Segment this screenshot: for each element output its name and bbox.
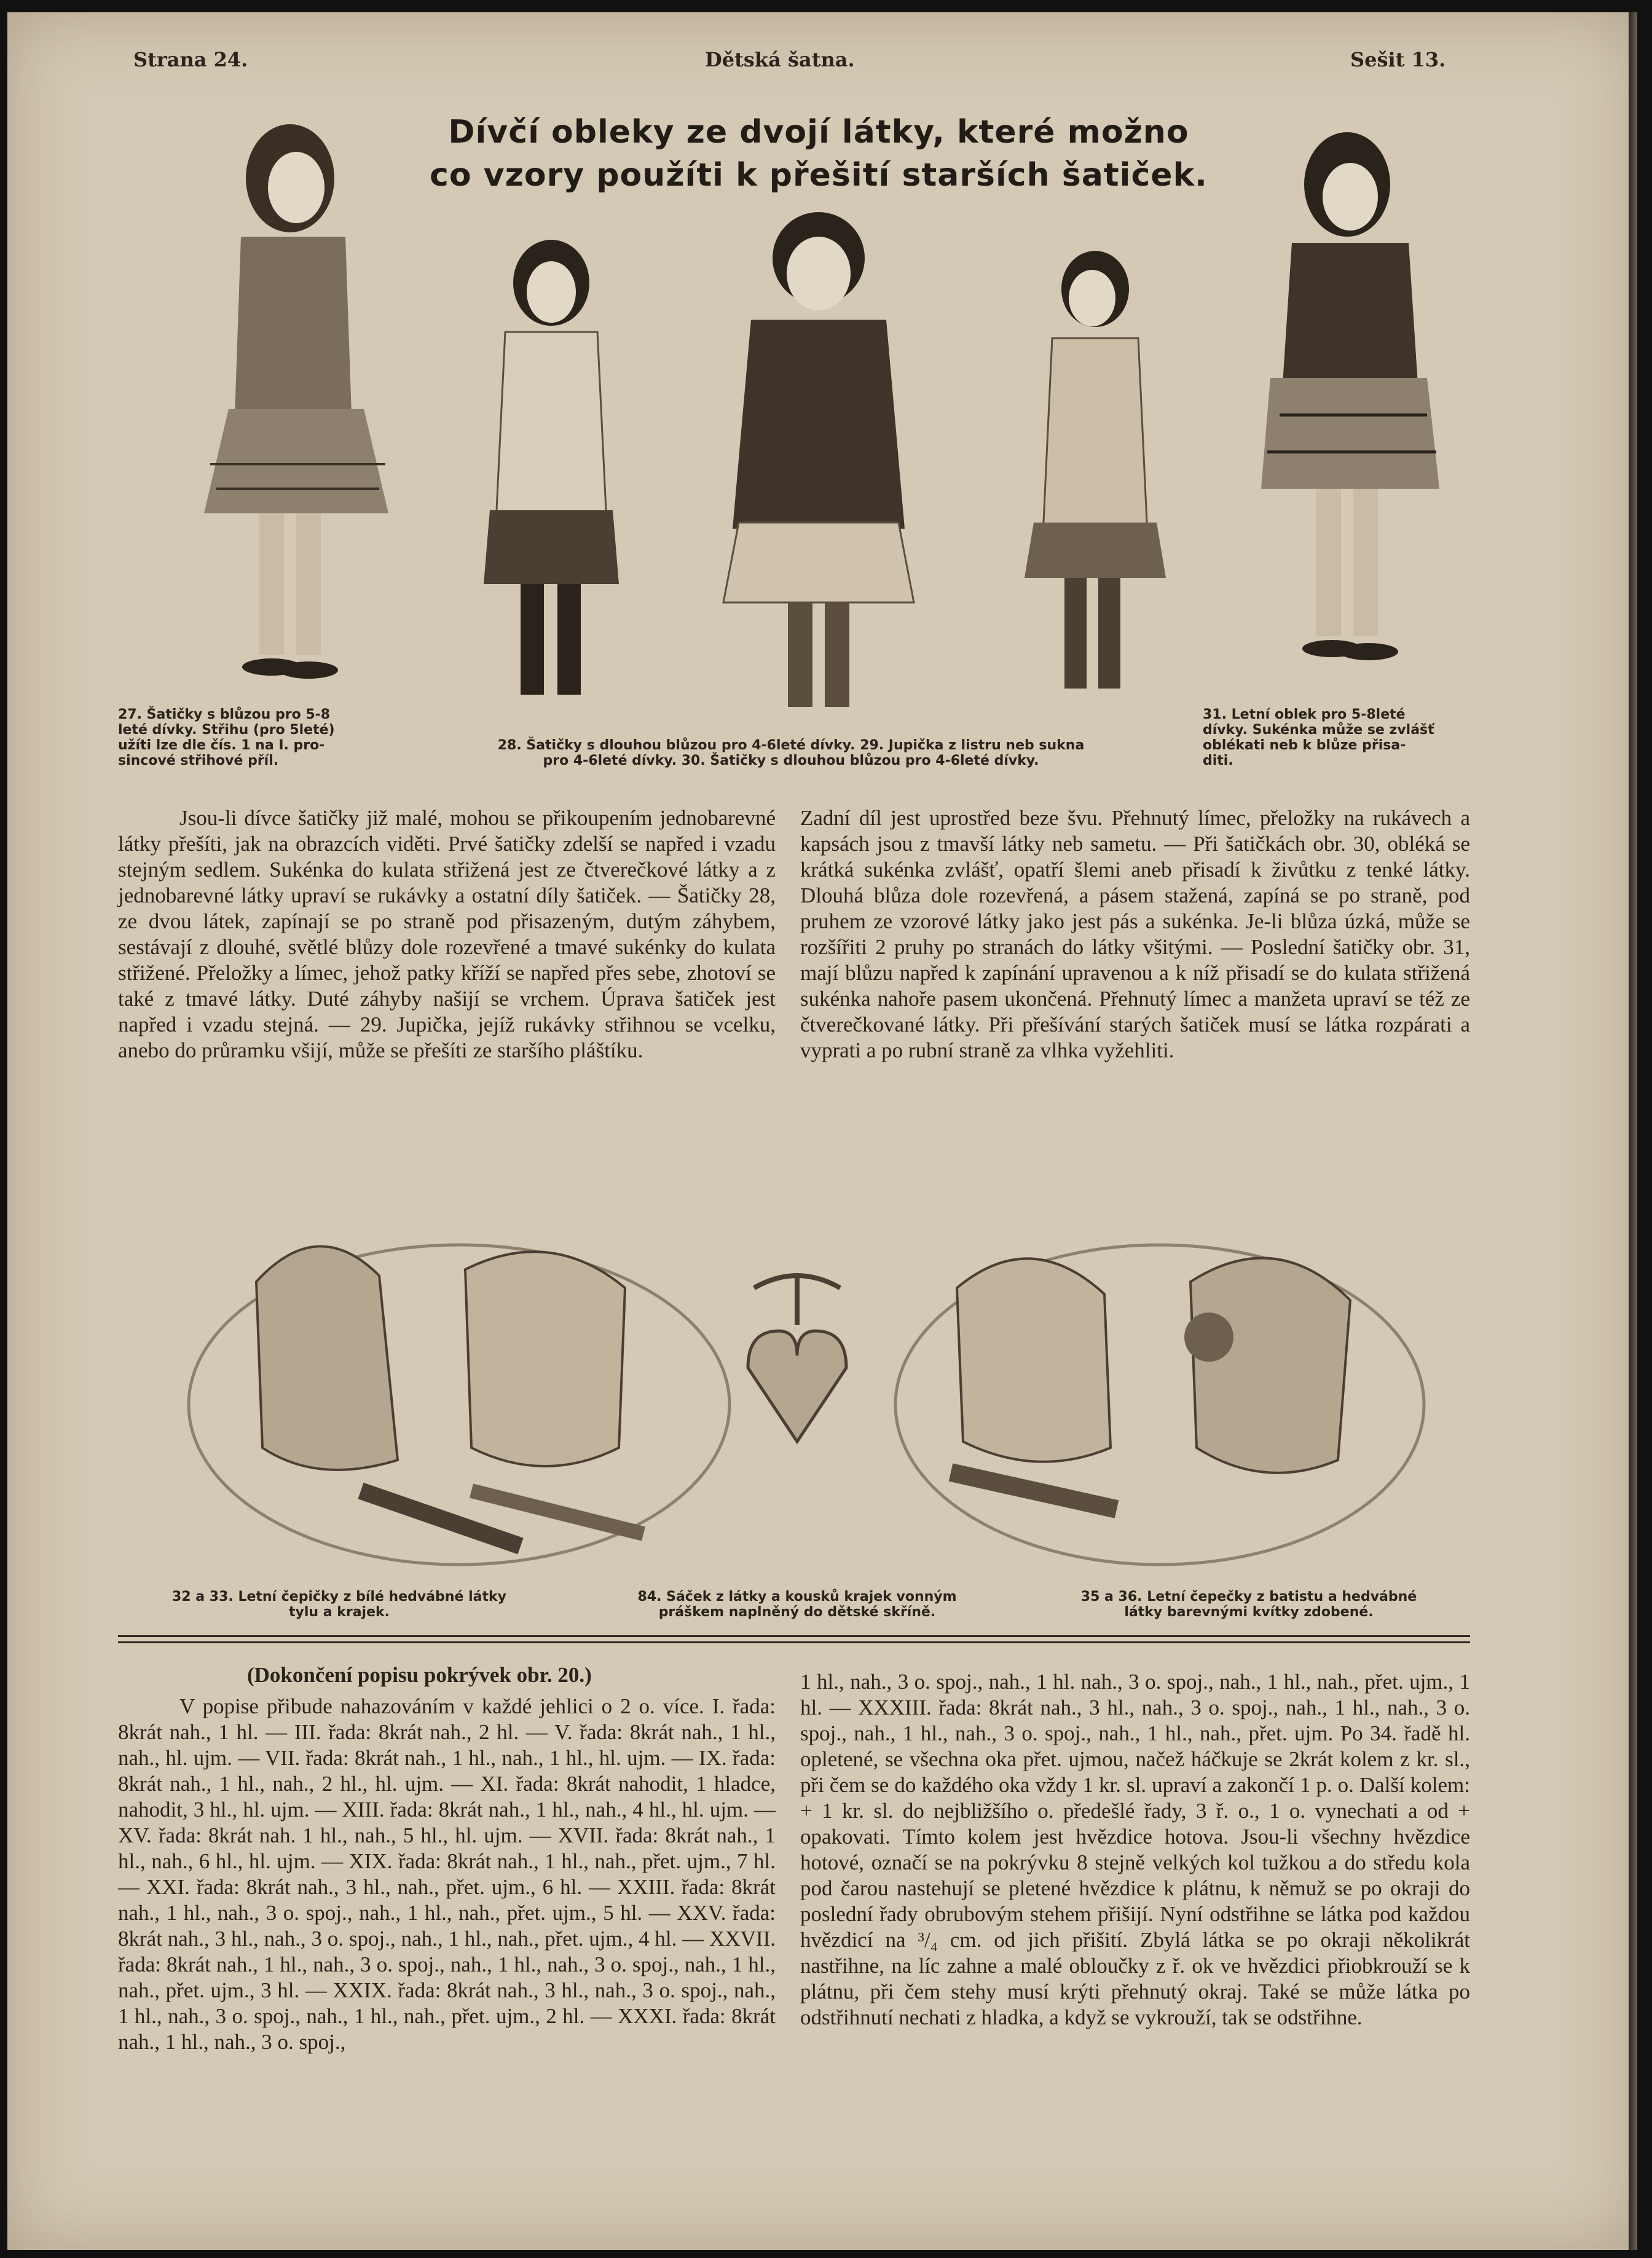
caption-27-line: užíti lze dle čís. 1 na I. pro- <box>118 738 325 753</box>
title-line-2: co vzory použíti k přešití starších šatiček. <box>430 157 1208 194</box>
illustration-sachet-34 <box>736 1263 859 1448</box>
caption-27-line: 27. Šatičky s blůzou pro 5-8 <box>118 707 331 722</box>
running-title: Dětská šatna. <box>705 48 855 71</box>
caption-31-line: dívky. Sukénka může se zvlášť <box>1203 722 1434 738</box>
illustration-girl-29 <box>702 209 935 719</box>
illustration-bonnets-35-36 <box>883 1202 1436 1571</box>
caption-31-line: diti. <box>1203 753 1233 768</box>
caption-31-line: 31. Letní oblek pro 5-8leté <box>1203 707 1406 722</box>
article-paragraph: Jsou-li dívce šatičky již malé, mohou se přikoupením jednobarevné látky přešíti, jak na obrazcích viděti. Prvé šatičky zdelší se napřed i vzadu stejným sedlem. Sukénka do kulata střižená jest ze čtverečkové látky a z jednobarevné látky upraví se rukávky a ostatní díly šatiček. — Šatičky 28, ze dvou látek, zapínají se po straně pod přisazeným, dutým záhybem, sestávají z dlouhé, světlé blůzy dole rozevřené a tmavé sukénky do kulata střižené. Přeložky a límec, jehož patky kříží se napřed přes sebe, zhotoví se také z tmavé látky. Duté záhyby našijí se vrchem. Úprava šatiček jest napřed i vzadu stejná. — 29. Jupička, jejíž rukávky střihnou se vcelku, anebo do průramku všijí, může se přešíti ze staršího pláštíku. <box>118 806 776 1062</box>
caption-27-line: leté dívky. Střihu (pro 5leté) <box>118 722 335 738</box>
section-subheading: (Dokončení popisu pokrývek obr. 20.) <box>247 1663 592 1687</box>
caption-34 <box>588 1589 1006 1620</box>
illustration-girl-27 <box>167 120 401 685</box>
instructions-paragraph: 1 hl., nah., 3 o. spoj., nah., 1 hl. nah., 3 o. spoj., nah., 1 hl., nah., přet. ujm., 1 hl. — XXXIII. řada: 8krát nah., 3 hl., nah., 3 o. spoj., nah., 1 hl., nah., 3 o. spoj., nah., 1 hl., nah., 3 o. spoj., nah., 1 hl., nah., přet. ujm. Po 34. řadě hl. opletené, se všechna oka přet. ujmou, načež háčkuje se 2krát kolem z kr. sl., při čem se do každého oka vždy 1 kr. sl. upraví a zakončí 1 p. o. Další kolem: + 1 kr. sl. do nejbližšího o. předešlé řady, 3 ř. o., 1 o. vynechati a od + opakovati. Tímto kolem jest hvězdice hotova. Jsou-li všechny hvězdice hotové, označí se na pokrývku 8 stejně velkých kol tužkou a do středu kola pod čarou nastehují se pletené hvězdice k plátnu, k němuž se po okraji do poslední řady obrubovým stehem přišijí. Nyní odstřihne se látka pod každou hvězdicí na ³/₄ cm. od jich přišití. Zbylá látka se po okraji několikrát nastřihne, na líc zahne a malé obloučky z ř. ok ve hvězdici přiobkrouží se k plátnu, při čem stehy musí krýti přehnutý okraj. Také se může látka po odstřihnutí nechati z hladka, a když se vykrouží, tak se odstřihne. <box>800 1670 1470 2029</box>
page-edge <box>1629 12 1637 2250</box>
caption-32-33-line: 32 a 33. Letní čepičky z bílé hedvábné látky <box>172 1589 506 1605</box>
caption-32-33-line: tylu a krajek. <box>288 1605 390 1620</box>
caption-27-line: sincové střihové příl. <box>118 753 279 768</box>
caption-28-30-line: 28. Šatičky s dlouhou blůzou pro 4-6leté dívky. 29. Jupička z listru neb sukna <box>497 738 1085 753</box>
illustration-girl-31 <box>1243 126 1446 667</box>
divider-rule <box>118 1635 1470 1637</box>
page-number: Strana 24. <box>133 48 248 71</box>
page-title <box>388 111 1249 197</box>
caption-27 <box>118 707 388 768</box>
article-paragraph: Zadní díl jest uprostřed beze švu. Přehnutý límec, přeložky na rukávech a kapsách jsou z tmavší látky neb sametu. — Při šatičkách obr. 30, obléká se krátká sukénka zvlášť, opatří šlemi aneb přisadí k živůtku z tenké látky. Dlouhá blůza dole rozevřená, a pásem stažená, zapíná se po straně, pod pruhem ze vzorové látky jako jest pás a sukénka. Je-li blůza úzká, může se rozšířiti 2 pruhy po stranách do látky všitými. — Poslední šatičky obr. 31, mají blůzu napřed k zapínání upravenou a k níž přisadí se do kulata střižená sukénka nahoře pasem ukončená. Přehnutý límec a manžeta upraví se též ze čtverečkované látky. Při přešívání starých šatiček musí se látka rozpárati a vyprati a po rubní straně za vlhka vyžehliti. <box>800 806 1470 1062</box>
illustration-girl-30 <box>1009 246 1175 701</box>
caption-34-line: práškem naplněný do dětské skříně. <box>658 1605 936 1620</box>
divider-rule <box>118 1641 1470 1643</box>
caption-35-36-line: 35 a 36. Letní čepečky z batistu a hedvábné <box>1080 1589 1417 1605</box>
instructions-column-right <box>800 1669 1470 2031</box>
caption-28-30-line: pro 4-6leté dívky. 30. Šatičky s dlouhou blůzou pro 4-6leté dívky. <box>543 753 1039 768</box>
instructions-paragraph: V popise přibude nahazováním v každé jehlici o 2 o. více. I. řada: 8krát nah., 1 hl. — III. řada: 8krát nah., 2 hl. — V. řada: 8krát nah., 1 hl., nah., hl. ujm. — VII. řada: 8krát nah., 1 hl., nah., 1 hl., hl. ujm. — IX. řada: 8krát nah., 1 hl., nah., 2 hl., hl. ujm. — XI. řada: 8krát nahodit, 1 hladce, nahodit, 3 hl., hl. ujm. — XIII. řada: 8krát nah., 1 hl., nah., 4 hl., hl. ujm. — XV. řada: 8krát nah. 1 hl., nah., 5 hl., hl. ujm. — XVII. řada: 8krát nah., 1 hl., nah., 6 hl., hl. ujm. — XIX. řada: 8krát nah., 1 hl., nah., přet. ujm., 7 hl. — XXI. řada: 8krát nah., 3 hl., nah., přet. ujm., 6 hl. — XXIII. řada: 8krát nah., 1 hl., nah., 3 o. spoj., nah., 1 hl., nah., přet. ujm., 5 hl. — XXV. řada: 8krát nah., 3 hl., nah., 3 o. spoj., nah., 1 hl., nah., přet. ujm., 4 hl. — XXVII. řada: 8krát nah., 1 hl., nah., 3 o. spoj., nah., 1 hl., nah., 3 o. spoj., nah., 1 hl., nah., přet. ujm., 3 hl. — XXIX. řada: 8krát nah., 3 hl., nah., 3 o. spoj., nah., 1 hl., nah., 3 o. spoj., nah., 1 hl., nah., přet. ujm., 2 hl. — XXXI. řada: 8krát nah., 1 hl., nah., 3 o. spoj., <box>118 1694 776 2054</box>
issue-number: Sešit 13. <box>1350 48 1446 71</box>
caption-31-line: oblékati neb k blůze přisa- <box>1203 738 1406 753</box>
illustration-girl-28 <box>462 234 640 707</box>
caption-35-36-line: látky barevnými kvítky zdobené. <box>1124 1605 1374 1620</box>
illustration-bonnets-32-33 <box>176 1202 742 1571</box>
magazine-page <box>7 12 1637 2250</box>
caption-35-36 <box>1028 1589 1470 1620</box>
caption-31 <box>1203 707 1473 768</box>
caption-28-30 <box>413 738 1169 768</box>
article-column-left <box>118 805 776 1064</box>
title-line-1: Dívčí obleky ze dvojí látky, které možno <box>448 114 1189 151</box>
caption-32-33 <box>118 1589 560 1620</box>
article-column-right <box>800 805 1470 1064</box>
instructions-column-left <box>118 1694 776 2055</box>
caption-34-line: 84. Sáček z látky a kousků krajek vonným <box>637 1589 957 1605</box>
